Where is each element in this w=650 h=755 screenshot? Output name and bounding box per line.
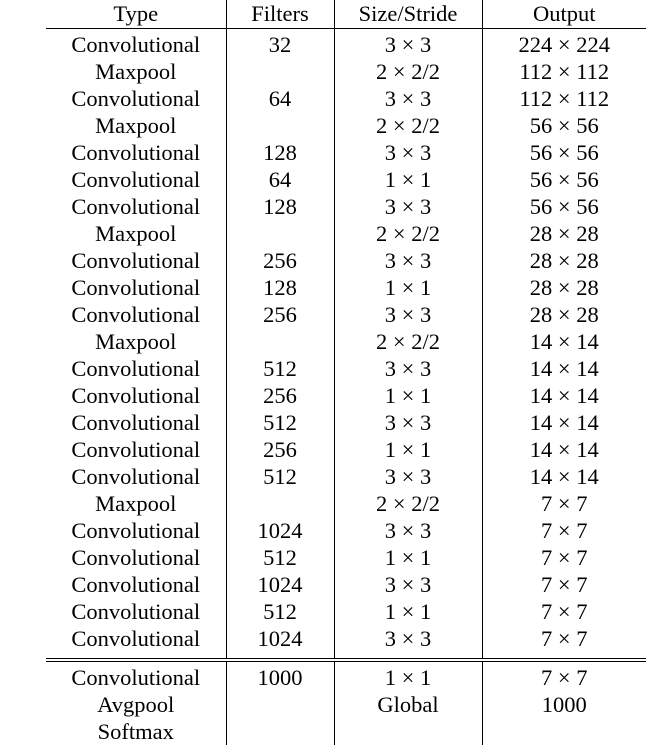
cell-size-stride: 3 × 3 — [334, 625, 482, 660]
cell-output: 56 × 56 — [482, 139, 646, 166]
table-row — [46, 85, 646, 112]
cell-size-stride: 3 × 3 — [334, 247, 482, 274]
cell-type: Maxpool — [95, 113, 177, 138]
cell-output: 224 × 224 — [482, 29, 646, 59]
cell-size-stride: 3 × 3 — [334, 571, 482, 598]
cell-output: 14 × 14 — [482, 355, 646, 382]
table-row — [46, 112, 646, 139]
cell-output: 14 × 14 — [482, 409, 646, 436]
cell-type: Softmax — [97, 719, 174, 744]
cell-output: 7 × 7 — [482, 571, 646, 598]
cell-output: 56 × 56 — [482, 166, 646, 193]
cell-type: Avgpool — [97, 692, 175, 717]
cell-filters — [226, 112, 334, 139]
table-row — [46, 29, 646, 59]
cell-size-stride: 1 × 1 — [334, 436, 482, 463]
cell-size-stride: 1 × 1 — [334, 274, 482, 301]
cell-size-stride: 3 × 3 — [334, 355, 482, 382]
cell-output: 7 × 7 — [482, 517, 646, 544]
table-row — [46, 490, 646, 517]
cell-size-stride: 3 × 3 — [334, 301, 482, 328]
cell-filters — [226, 58, 334, 85]
cell-filters: 1024 — [226, 625, 334, 660]
architecture-table-container — [46, 0, 646, 745]
cell-size-stride: 3 × 3 — [334, 463, 482, 490]
table-row — [46, 355, 646, 382]
table-row — [46, 301, 646, 328]
cell-filters — [226, 220, 334, 247]
table-row — [46, 598, 646, 625]
cell-filters: 256 — [226, 301, 334, 328]
cell-size-stride: 3 × 3 — [334, 193, 482, 220]
cell-output: 56 × 56 — [482, 193, 646, 220]
table-row — [46, 436, 646, 463]
cell-filters: 64 — [226, 166, 334, 193]
cell-filters: 512 — [226, 463, 334, 490]
architecture-table — [46, 0, 646, 745]
cell-size-stride — [334, 718, 482, 745]
cell-size-stride: 1 × 1 — [334, 166, 482, 193]
table-row — [46, 58, 646, 85]
cell-type: Convolutional — [71, 194, 201, 219]
cell-filters: 128 — [226, 139, 334, 166]
cell-type: Maxpool — [95, 329, 177, 354]
cell-output: 7 × 7 — [482, 544, 646, 571]
table-row — [46, 660, 646, 691]
table-row — [46, 193, 646, 220]
table-row — [46, 220, 646, 247]
cell-filters: 512 — [226, 355, 334, 382]
table-row — [46, 166, 646, 193]
table-row — [46, 625, 646, 660]
cell-output: 1000 — [482, 691, 646, 718]
cell-type: Convolutional — [71, 167, 201, 192]
cell-type: Convolutional — [71, 140, 201, 165]
cell-type: Convolutional — [71, 464, 201, 489]
cell-size-stride: 2 × 2/2 — [334, 328, 482, 355]
cell-output: 7 × 7 — [482, 660, 646, 691]
cell-filters: 512 — [226, 409, 334, 436]
cell-filters: 128 — [226, 274, 334, 301]
table-row — [46, 463, 646, 490]
cell-output: 28 × 28 — [482, 274, 646, 301]
cell-size-stride: 3 × 3 — [334, 139, 482, 166]
table-header — [46, 0, 646, 29]
cell-type: Convolutional — [71, 626, 201, 651]
cell-output: 7 × 7 — [482, 625, 646, 660]
cell-filters: 256 — [226, 436, 334, 463]
cell-type: Convolutional — [71, 572, 201, 597]
cell-type: Convolutional — [71, 599, 201, 624]
cell-size-stride: 1 × 1 — [334, 544, 482, 571]
cell-output: 112 × 112 — [482, 85, 646, 112]
cell-filters — [226, 490, 334, 517]
table-row — [46, 571, 646, 598]
cell-filters: 1000 — [226, 660, 334, 691]
table-row — [46, 139, 646, 166]
cell-output: 28 × 28 — [482, 247, 646, 274]
table-row — [46, 409, 646, 436]
cell-type: Convolutional — [71, 32, 201, 57]
cell-type: Convolutional — [71, 518, 201, 543]
table-row — [46, 382, 646, 409]
cell-type: Maxpool — [95, 491, 177, 516]
cell-size-stride: 2 × 2/2 — [334, 58, 482, 85]
cell-output: 28 × 28 — [482, 220, 646, 247]
cell-size-stride: Global — [334, 691, 482, 718]
cell-output: 7 × 7 — [482, 598, 646, 625]
cell-output: 28 × 28 — [482, 301, 646, 328]
cell-filters: 512 — [226, 598, 334, 625]
cell-output: 14 × 14 — [482, 382, 646, 409]
cell-filters: 64 — [226, 85, 334, 112]
table-row — [46, 328, 646, 355]
cell-filters: 256 — [226, 382, 334, 409]
cell-filters: 32 — [226, 29, 334, 59]
header-output: Output — [482, 0, 646, 29]
cell-output: 56 × 56 — [482, 112, 646, 139]
table-row — [46, 274, 646, 301]
cell-type: Convolutional — [71, 437, 201, 462]
cell-type: Convolutional — [71, 545, 201, 570]
cell-type: Convolutional — [71, 356, 201, 381]
cell-filters — [226, 691, 334, 718]
cell-type: Convolutional — [71, 86, 201, 111]
cell-type: Maxpool — [95, 221, 177, 246]
table-row — [46, 247, 646, 274]
cell-size-stride: 3 × 3 — [334, 517, 482, 544]
cell-size-stride: 1 × 1 — [334, 660, 482, 691]
cell-filters — [226, 328, 334, 355]
cell-filters: 1024 — [226, 571, 334, 598]
cell-output: 14 × 14 — [482, 328, 646, 355]
table-body-main — [46, 29, 646, 661]
cell-output: 14 × 14 — [482, 463, 646, 490]
table-row — [46, 691, 646, 718]
cell-filters: 128 — [226, 193, 334, 220]
cell-output: 14 × 14 — [482, 436, 646, 463]
cell-size-stride: 1 × 1 — [334, 598, 482, 625]
header-filters: Filters — [226, 0, 334, 29]
cell-filters: 512 — [226, 544, 334, 571]
cell-size-stride: 3 × 3 — [334, 409, 482, 436]
table-body-tail — [46, 660, 646, 745]
cell-size-stride: 2 × 2/2 — [334, 490, 482, 517]
table-row — [46, 544, 646, 571]
cell-size-stride: 3 × 3 — [334, 85, 482, 112]
cell-size-stride: 2 × 2/2 — [334, 220, 482, 247]
cell-output — [482, 718, 646, 745]
header-size-stride: Size/Stride — [334, 0, 482, 29]
cell-type: Convolutional — [71, 302, 201, 327]
cell-filters: 1024 — [226, 517, 334, 544]
cell-type: Convolutional — [71, 383, 201, 408]
cell-size-stride: 1 × 1 — [334, 382, 482, 409]
cell-type: Convolutional — [71, 248, 201, 273]
table-row — [46, 718, 646, 745]
cell-size-stride: 3 × 3 — [334, 29, 482, 59]
cell-output: 112 × 112 — [482, 58, 646, 85]
cell-size-stride: 2 × 2/2 — [334, 112, 482, 139]
cell-output: 7 × 7 — [482, 490, 646, 517]
cell-type: Convolutional — [71, 275, 201, 300]
cell-filters: 256 — [226, 247, 334, 274]
header-row — [46, 0, 646, 29]
cell-type: Convolutional — [71, 410, 201, 435]
cell-filters — [226, 718, 334, 745]
table-row — [46, 517, 646, 544]
cell-type: Convolutional — [46, 660, 226, 691]
cell-type: Maxpool — [95, 59, 177, 84]
header-type: Type — [46, 0, 226, 29]
